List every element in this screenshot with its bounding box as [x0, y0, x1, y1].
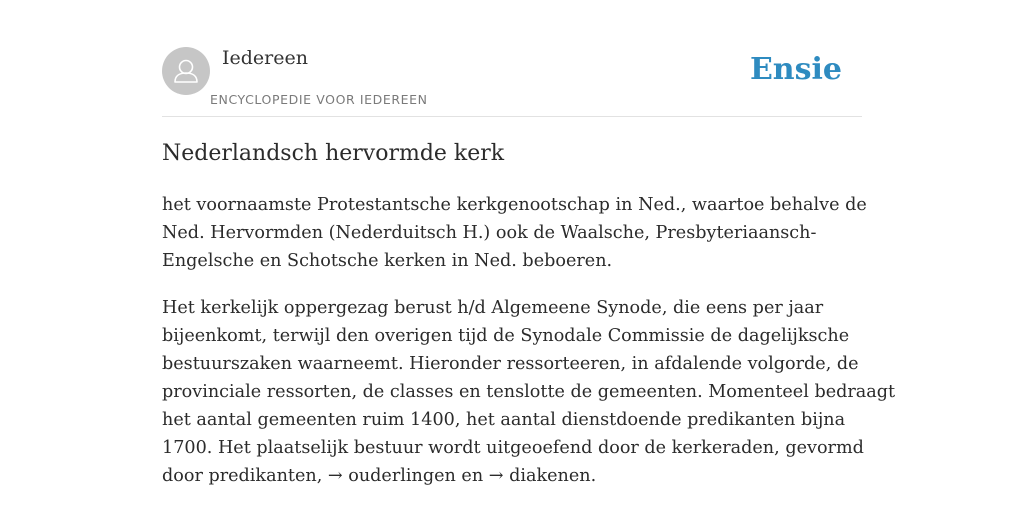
- paragraph-line: bijeenkomt, terwijl den overigen tijd de Synodale Commissie de dagelijksche: [162, 326, 850, 346]
- paragraph-line: het aantal gemeenten ruim 1400, het aantal dienstdoende predikanten bijna: [162, 410, 846, 430]
- paragraph-line: Ned. Hervormden (Nederduitsch H.) ook de Waalsche, Presbyteriaansch-: [162, 223, 817, 243]
- avatar[interactable]: [162, 47, 210, 95]
- paragraph-line: provinciale ressorten, de classes en tenslotte de gemeenten. Momenteel bedraagt: [162, 382, 896, 402]
- article-paragraph-2: [162, 294, 896, 490]
- paragraph-line: door predikanten, → ouderlingen en → diakenen.: [162, 466, 597, 486]
- site-logo[interactable]: Ensie: [749, 52, 842, 87]
- site-tagline: ENCYCLOPEDIE VOOR IEDEREEN: [210, 92, 428, 107]
- paragraph-line: Het kerkelijk oppergezag berust h/d Algemeene Synode, die eens per jaar: [162, 298, 824, 318]
- article: [162, 138, 896, 490]
- page-title: Nederlandsch hervormde kerk: [162, 141, 505, 166]
- user-name[interactable]: Iedereen: [222, 47, 308, 69]
- paragraph-line: 1700. Het plaatselijk bestuur wordt uitgeoefend door de kerkeraden, gevormd: [162, 438, 864, 458]
- site-header: [162, 46, 862, 117]
- article-paragraph-1: [162, 191, 867, 275]
- paragraph-line: Engelsche en Schotsche kerken in Ned. beboeren.: [162, 251, 613, 271]
- paragraph-line: het voornaamste Protestantsche kerkgenootschap in Ned., waartoe behalve de: [162, 195, 867, 215]
- paragraph-line: bestuurszaken waarneemt. Hieronder ressorteeren, in afdalende volgorde, de: [162, 354, 859, 374]
- user-silhouette-icon: [162, 47, 210, 95]
